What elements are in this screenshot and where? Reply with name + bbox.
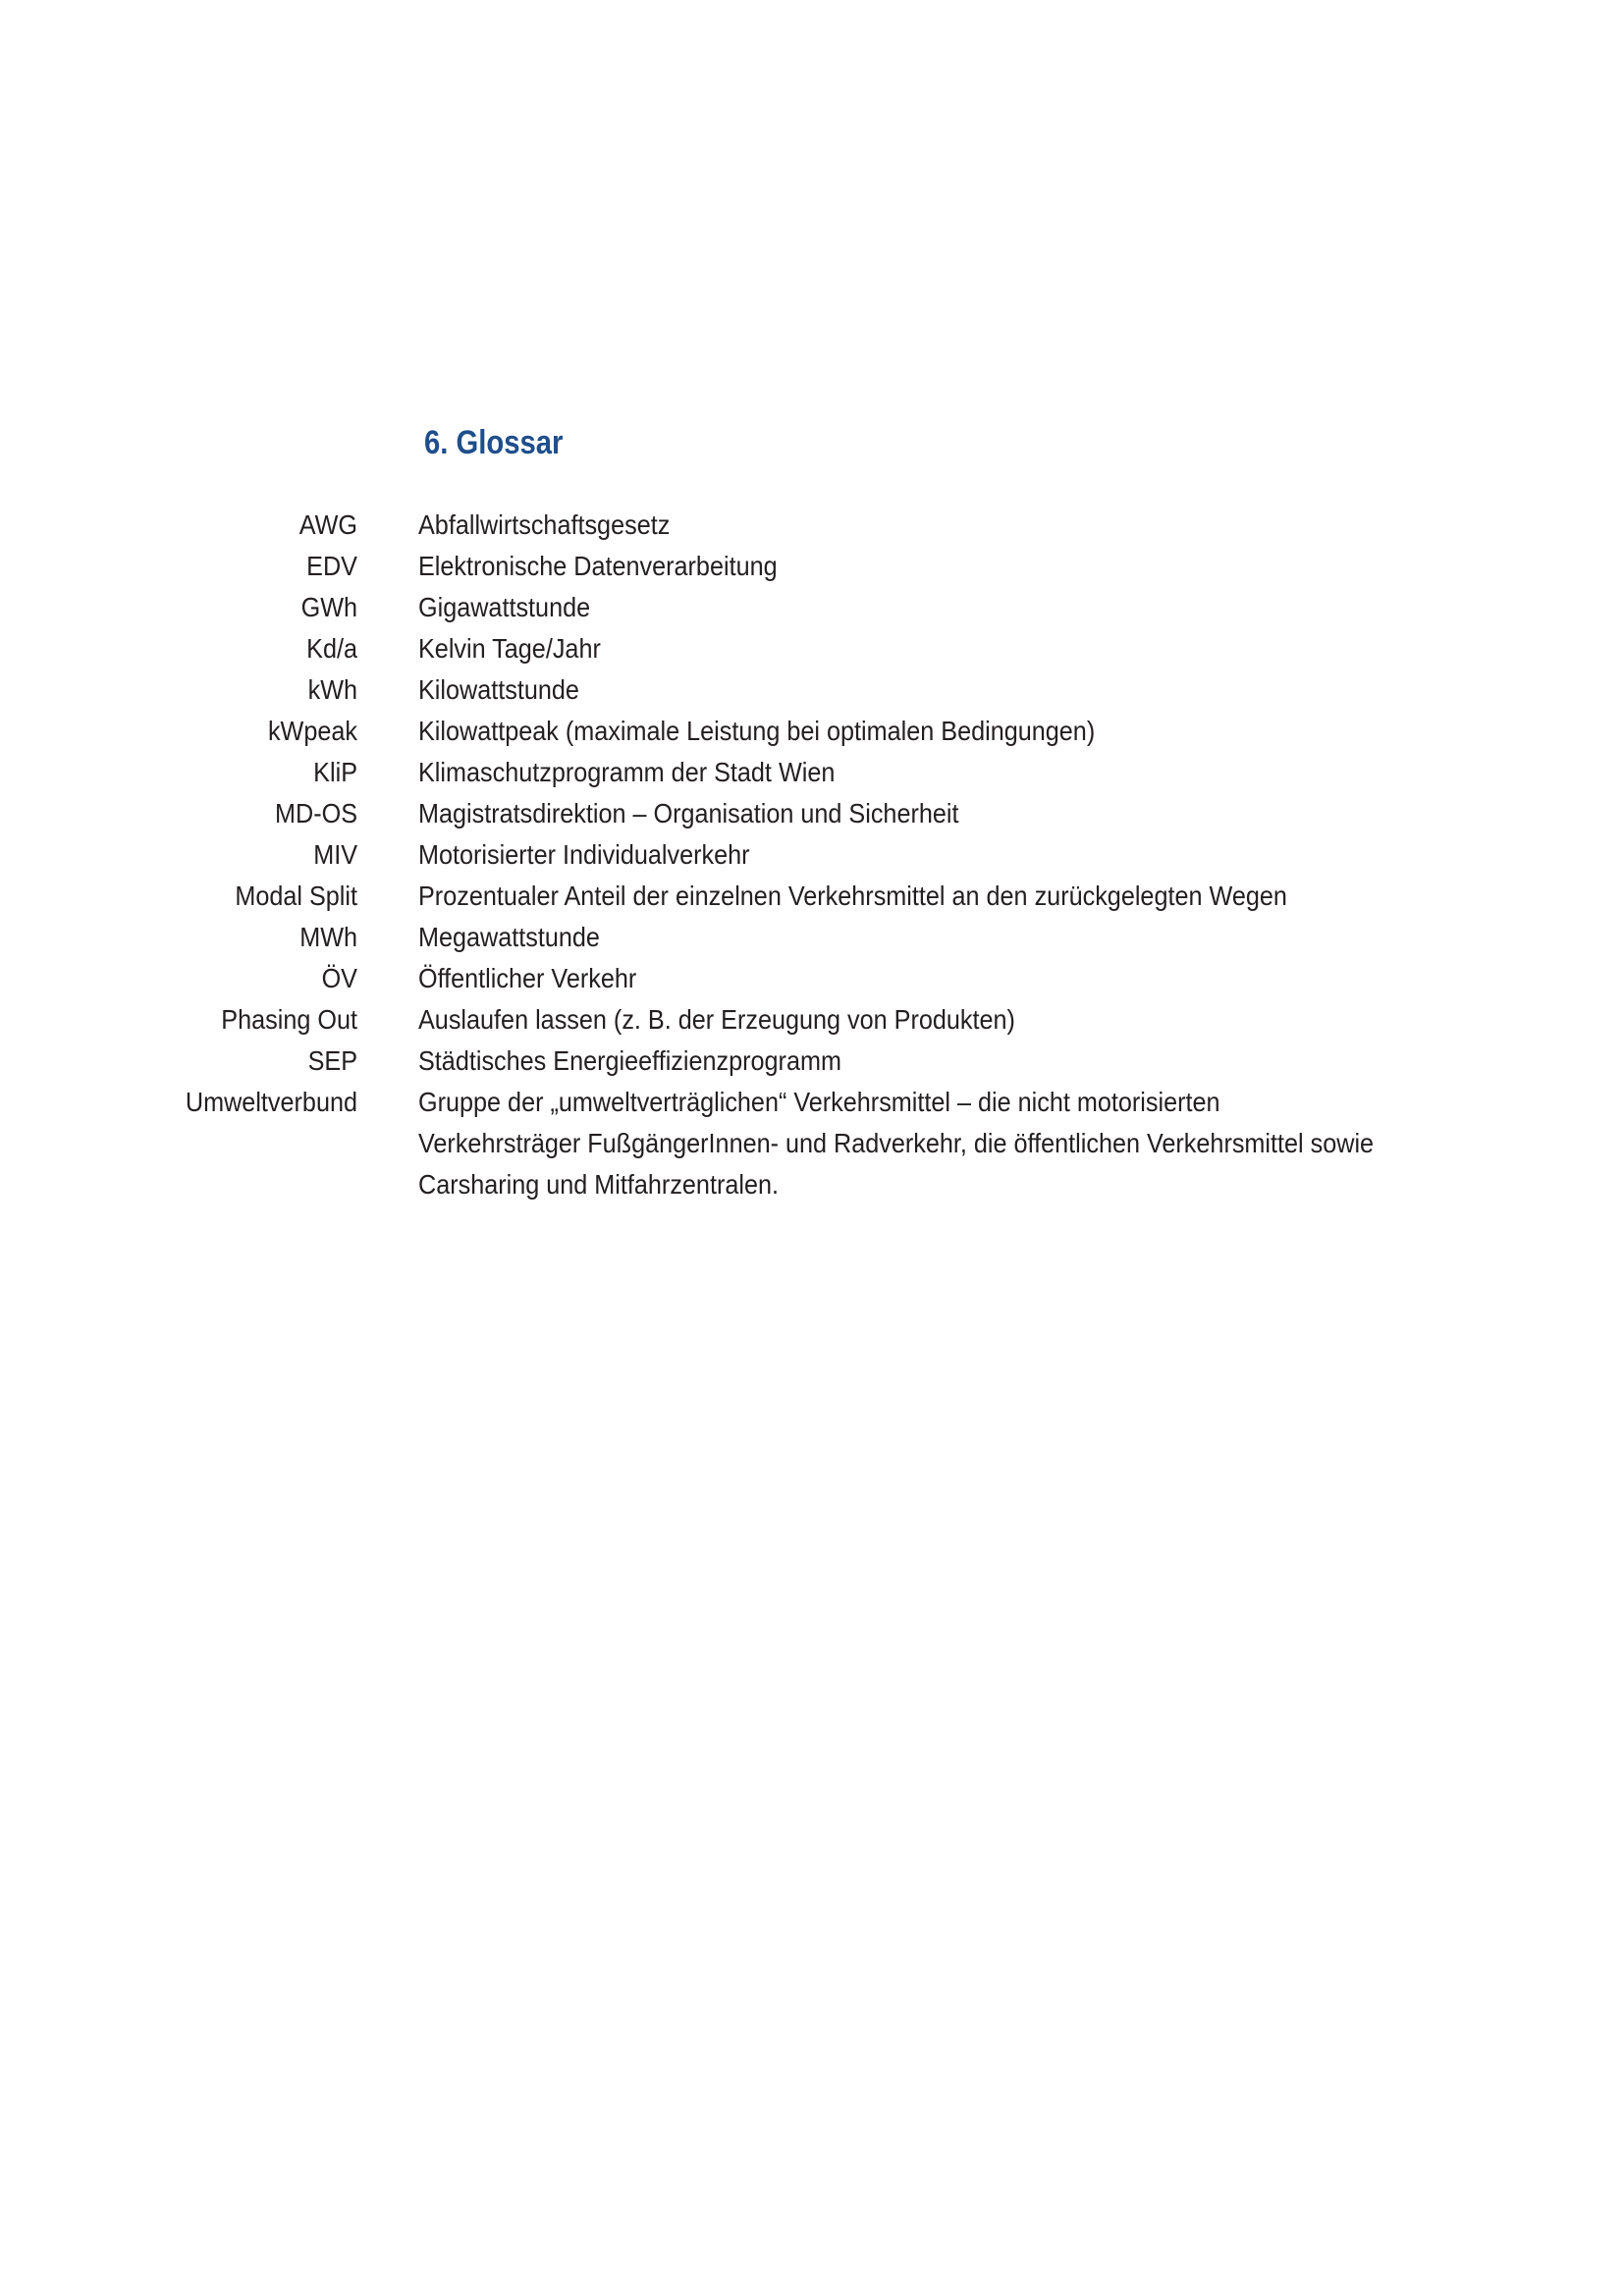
glossary-definition <box>418 628 1311 669</box>
glossary-definition <box>418 752 1311 793</box>
glossary-definition <box>418 917 1311 958</box>
glossary-definition <box>418 834 1311 876</box>
glossary-definition <box>418 711 1311 752</box>
glossary-entry <box>0 876 1624 917</box>
glossary-definition-line: Städtisches Energieeffizienzprogramm <box>418 1045 841 1076</box>
glossary-definition-line: Klimaschutzprogramm der Stadt Wien <box>418 757 836 787</box>
glossary-entry <box>0 999 1624 1041</box>
glossary-entry <box>0 752 1624 793</box>
glossary-definition-line: Kelvin Tage/Jahr <box>418 633 601 664</box>
glossary-definition <box>418 876 1311 917</box>
glossary-entry <box>0 793 1624 834</box>
glossary-definition-line: Verkehrsträger FußgängerInnen- und Radverkehr, die öffentlichen Verkehrsmittel sowie <box>418 1128 1375 1158</box>
glossary-term: AWG <box>298 509 357 540</box>
glossary-definition <box>418 999 1311 1041</box>
glossary-definition-line: Magistratsdirektion – Organisation und Sicherheit <box>418 798 959 828</box>
page-title: 6. Glossar <box>424 424 564 461</box>
glossary-entry <box>0 1041 1624 1082</box>
glossary-definition <box>418 505 1311 546</box>
glossary-term: Modal Split <box>235 881 357 911</box>
glossary-definition-line: Gruppe der „umweltverträglichen“ Verkehrsmittel – die nicht motorisierten <box>418 1087 1220 1117</box>
glossary-definition-line: Kilowattstunde <box>418 674 579 705</box>
glossary-definition <box>418 587 1311 628</box>
glossary-definition <box>418 1041 1311 1082</box>
glossary-term: KliP <box>313 757 357 787</box>
glossary-definition <box>418 1082 1375 1205</box>
glossary-term: EDV <box>306 551 357 581</box>
glossary-definition <box>418 958 1311 999</box>
glossary-list <box>0 505 1624 1205</box>
glossary-term: GWh <box>300 592 357 622</box>
glossary-entry <box>0 834 1624 876</box>
glossary-entry <box>0 546 1624 587</box>
glossary-entry <box>0 958 1624 999</box>
glossary-term: Umweltverbund <box>185 1087 357 1117</box>
glossary-definition-line: Kilowattpeak (maximale Leistung bei optimalen Bedingungen) <box>418 716 1096 746</box>
glossary-term: Kd/a <box>306 633 357 664</box>
glossary-definition-line: Abfallwirtschaftsgesetz <box>418 509 671 540</box>
glossary-entry <box>0 505 1624 546</box>
glossary-entry <box>0 628 1624 669</box>
glossary-term: MIV <box>313 839 357 870</box>
glossary-entry <box>0 587 1624 628</box>
glossary-entry <box>0 669 1624 711</box>
glossary-definition-line: Megawattstunde <box>418 922 600 952</box>
glossary-definition-line: Prozentualer Anteil der einzelnen Verkehrsmittel an den zurückgelegten Wegen <box>418 881 1287 911</box>
glossary-term: MWh <box>299 922 357 952</box>
glossary-definition-line: Öffentlicher Verkehr <box>418 963 637 993</box>
glossary-term: Phasing Out <box>221 1004 357 1035</box>
glossary-definition-line: Auslaufen lassen (z. B. der Erzeugung von Produkten) <box>418 1004 1015 1035</box>
glossary-term: ÖV <box>321 963 357 993</box>
glossary-definition <box>418 669 1311 711</box>
glossary-definition-line: Gigawattstunde <box>418 592 591 622</box>
glossary-term: kWpeak <box>267 716 357 746</box>
glossary-definition <box>418 793 1311 834</box>
glossary-definition-line: Carsharing und Mitfahrzentralen. <box>418 1169 779 1200</box>
glossary-entry <box>0 917 1624 958</box>
glossary-term: SEP <box>307 1045 357 1076</box>
glossary-definition-line: Motorisierter Individualverkehr <box>418 839 750 870</box>
glossary-definition <box>418 546 1311 587</box>
glossary-term: MD-OS <box>275 798 357 828</box>
glossary-definition-line: Elektronische Datenverarbeitung <box>418 551 778 581</box>
glossary-term: kWh <box>307 674 357 705</box>
glossary-entry <box>0 711 1624 752</box>
glossary-entry <box>0 1082 1624 1205</box>
